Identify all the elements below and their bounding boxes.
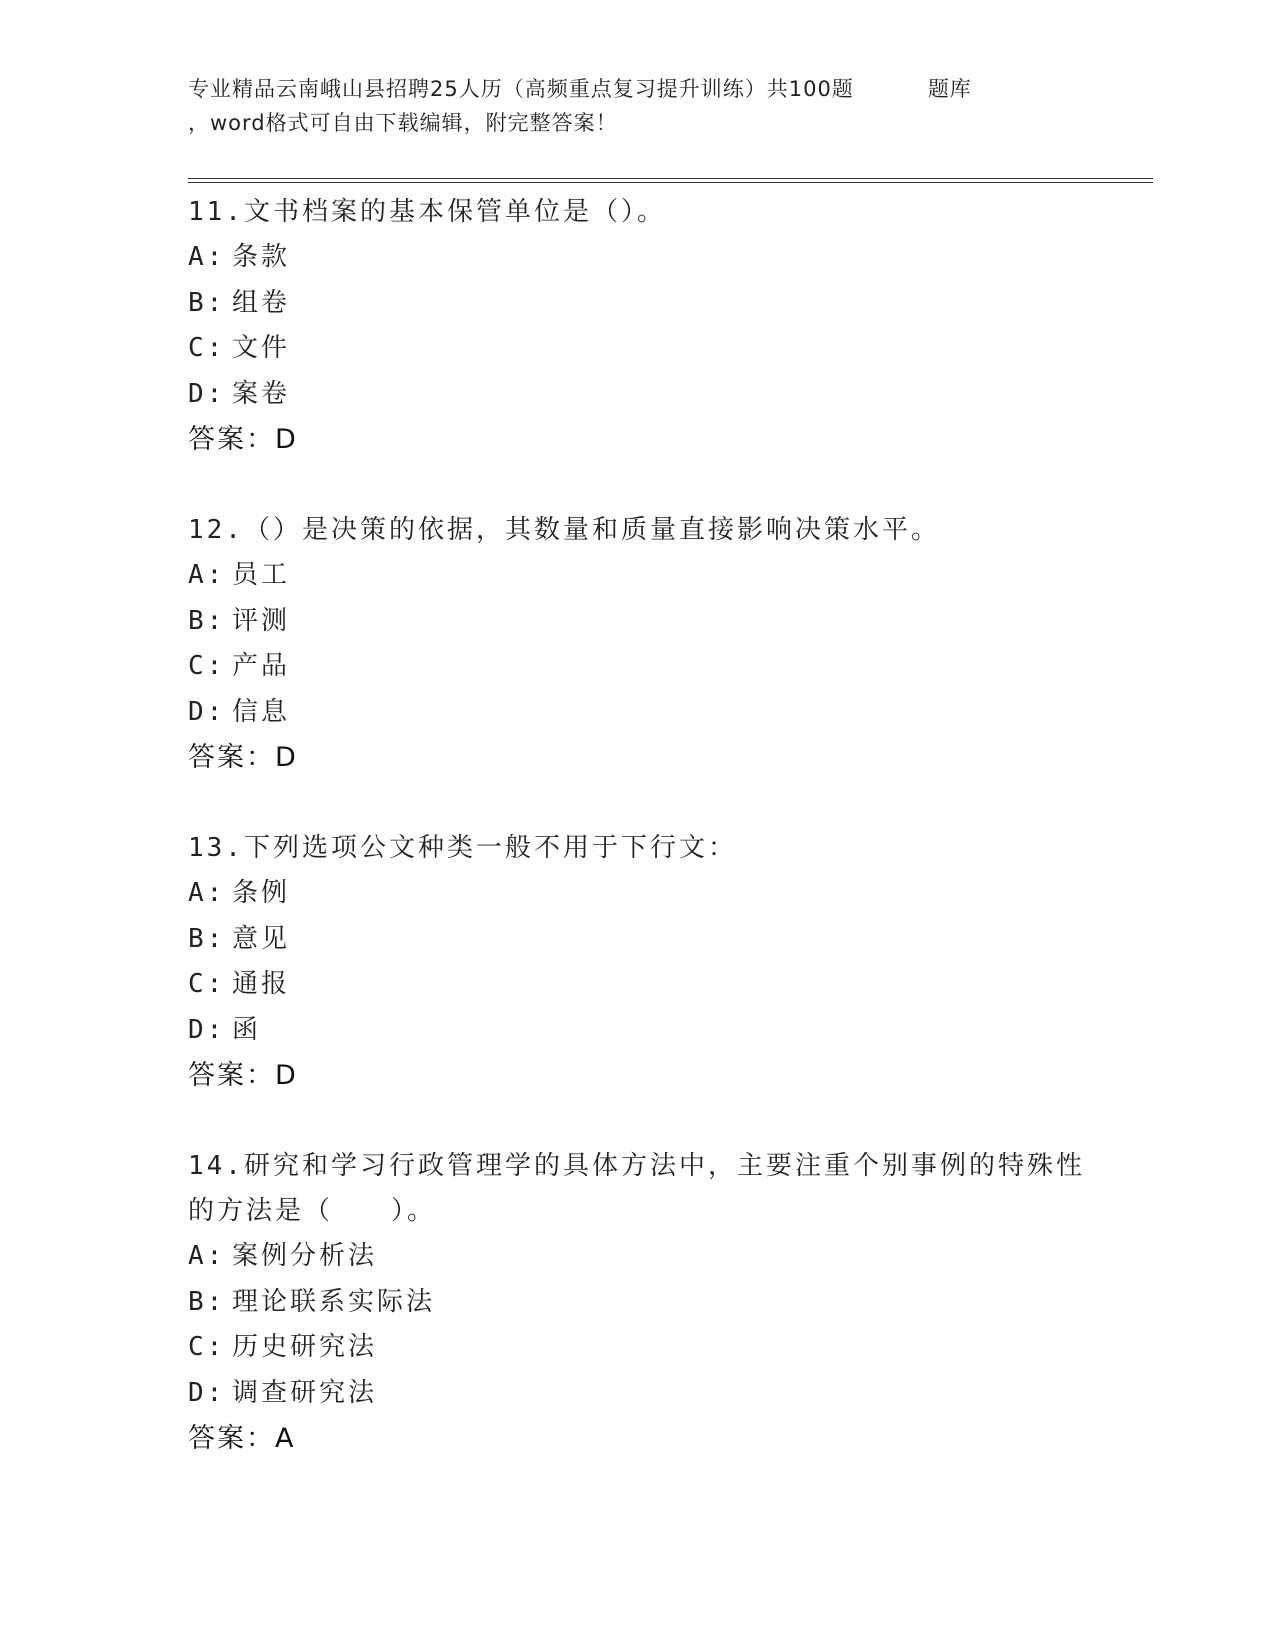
option-key: C: [188,969,226,999]
question-list [188,190,1088,1507]
option-key: B: [188,923,226,954]
question-number: 11. [188,197,244,227]
answer-value: D [275,742,298,773]
answer-line [188,1416,1088,1462]
answer-label: 答案： [188,742,275,773]
option-text: 调查研究法 [232,1377,378,1408]
header-title: 专业精品云南峨山县招聘25人历（高频重点复习提升训练）共100题 [188,77,854,101]
option-text: 理论联系实际法 [232,1286,436,1317]
document-header [188,72,1148,140]
option-key: D: [188,1014,226,1045]
option-key: D: [188,1377,226,1408]
answer-line [188,417,1088,463]
option-text: 条例 [232,878,291,908]
option-d [188,372,1088,418]
answer-line [188,1053,1088,1099]
question-text [188,1144,1088,1234]
answer-line [188,735,1088,781]
question-item [188,826,1088,1099]
question-number: 13. [188,833,244,863]
option-a [188,1234,1088,1280]
header-divider-bottom [188,182,1153,183]
option-d [188,690,1088,736]
option-key: C: [188,333,226,363]
question-stem: 研究和学习行政管理学的具体方法中，主要注重个别事例的特殊性的方法是（ ）。 [188,1151,1085,1226]
option-key: D: [188,378,226,409]
option-text: 案卷 [232,378,291,409]
option-text: 意见 [232,923,291,954]
option-text: 文件 [232,333,291,363]
option-text: 函 [232,1014,262,1045]
option-key: A: [188,560,226,590]
question-text [188,190,1088,235]
answer-value: A [275,1423,296,1454]
question-item [188,190,1088,463]
option-text: 信息 [232,696,291,727]
header-title-tag: 题库 [927,77,972,101]
option-d [188,1008,1088,1054]
option-text: 条款 [232,242,291,272]
option-key: B: [188,287,226,318]
option-c [188,962,1088,1008]
option-text: 评测 [232,605,291,636]
option-b [188,281,1088,327]
answer-value: D [275,424,298,455]
question-item [188,1144,1088,1462]
option-b [188,1280,1088,1326]
option-text: 案例分析法 [232,1241,378,1271]
option-text: 员工 [232,560,291,590]
header-subtitle: ，word格式可自由下载编辑，附完整答案！ [188,111,618,135]
question-stem: 下列选项公文种类一般不用于下行文： [243,833,737,863]
option-a [188,871,1088,917]
question-number: 12. [188,515,244,545]
option-key: B: [188,1286,226,1317]
option-key: A: [188,1241,226,1271]
option-d [188,1371,1088,1417]
option-c [188,644,1088,690]
header-divider-top [188,178,1153,179]
question-text [188,508,1088,553]
option-key: C: [188,1332,226,1362]
question-item [188,508,1088,781]
option-b [188,599,1088,645]
option-key: A: [188,242,226,272]
option-key: C: [188,651,226,681]
option-key: D: [188,696,226,727]
option-key: B: [188,605,226,636]
option-a [188,553,1088,599]
option-text: 历史研究法 [232,1332,378,1362]
option-c [188,1325,1088,1371]
header-line-1 [188,72,1148,106]
option-key: A: [188,878,226,908]
answer-label: 答案： [188,1423,275,1454]
option-text: 产品 [232,651,291,681]
header-line-2 [188,106,1148,140]
answer-label: 答案： [188,424,275,455]
option-text: 通报 [232,969,291,999]
question-number: 14. [188,1151,244,1181]
question-stem: （）是决策的依据，其数量和质量直接影响决策水平。 [243,515,940,545]
answer-label: 答案： [188,1060,275,1091]
option-a [188,235,1088,281]
question-stem: 文书档案的基本保管单位是（）。 [243,197,666,227]
option-text: 组卷 [232,287,291,318]
question-text [188,826,1088,871]
option-c [188,326,1088,372]
answer-value: D [275,1060,298,1091]
option-b [188,917,1088,963]
